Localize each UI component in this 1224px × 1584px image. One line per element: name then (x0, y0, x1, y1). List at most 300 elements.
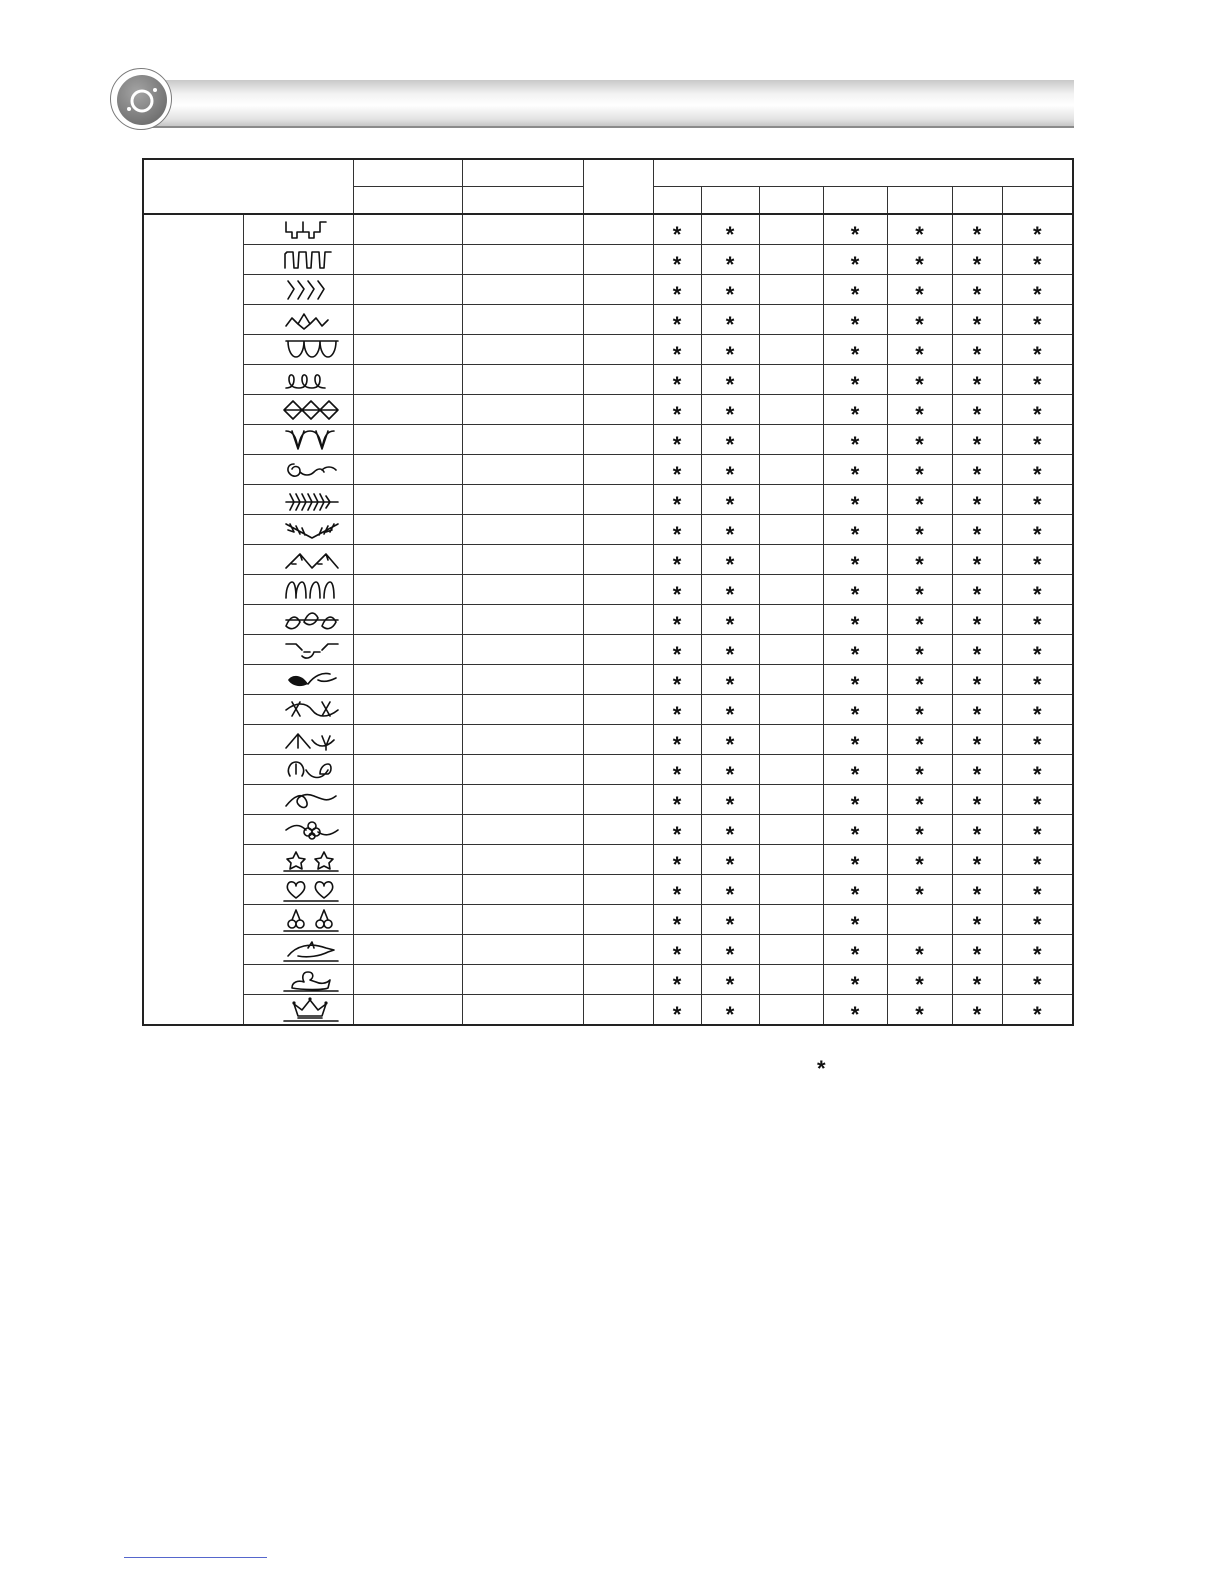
asterisk-mark: * (915, 551, 924, 577)
mark-cell (823, 875, 887, 905)
mark-cell (701, 395, 759, 425)
empty-cell (353, 605, 462, 635)
empty-cell (583, 875, 653, 905)
pattern-cell (243, 965, 353, 995)
pattern-cell (243, 725, 353, 755)
asterisk-mark: * (972, 521, 982, 547)
pattern-cell (243, 275, 353, 305)
mark-cell (952, 785, 1002, 815)
asterisk-mark: * (672, 881, 682, 907)
empty-cell (353, 515, 462, 545)
asterisk-mark: * (1032, 791, 1042, 817)
empty-cell (462, 365, 583, 395)
table-header-row-1 (143, 159, 1073, 187)
asterisk-mark: * (1032, 401, 1042, 427)
mark-cell (1002, 214, 1073, 245)
empty-cell (583, 575, 653, 605)
mark-cell (952, 245, 1002, 275)
asterisk-mark: * (672, 1001, 682, 1027)
mark-cell (653, 455, 701, 485)
mark-cell (952, 995, 1002, 1026)
mark-cell (701, 995, 759, 1026)
empty-cell (353, 935, 462, 965)
mark-cell (823, 245, 887, 275)
empty-cell (353, 875, 462, 905)
empty-cell (353, 305, 462, 335)
mark-cell (653, 635, 701, 665)
subheader-cell-6 (952, 187, 1002, 215)
mark-cell (823, 425, 887, 455)
pattern-cell (243, 785, 353, 815)
empty-cell (462, 545, 583, 575)
asterisk-mark: * (915, 341, 924, 367)
arrow-vine-pattern-icon (282, 726, 340, 753)
mark-cell (952, 275, 1002, 305)
empty-cell (583, 275, 653, 305)
asterisk-mark: * (915, 371, 924, 397)
mark-cell (701, 515, 759, 545)
asterisk-mark: * (1032, 671, 1042, 697)
empty-cell (462, 605, 583, 635)
mark-cell (823, 815, 887, 845)
table-row (143, 665, 1073, 695)
asterisk-mark: * (850, 881, 860, 907)
mark-cell (653, 425, 701, 455)
asterisk-mark: * (915, 221, 924, 247)
asterisk-mark: * (725, 821, 735, 847)
asterisk-mark: * (915, 611, 924, 637)
mark-cell (701, 335, 759, 365)
asterisk-mark: * (672, 701, 682, 727)
mark-cell (653, 995, 701, 1026)
mark-cell (701, 935, 759, 965)
mark-cell (823, 365, 887, 395)
asterisk-mark: * (850, 911, 860, 937)
mark-cell (887, 845, 952, 875)
mark-cell (653, 905, 701, 935)
asterisk-mark: * (972, 1001, 982, 1027)
empty-cell (353, 695, 462, 725)
asterisk-mark: * (972, 731, 982, 757)
mark-cell (701, 875, 759, 905)
square-wave-pattern-icon (282, 246, 340, 273)
asterisk-mark: * (972, 431, 982, 457)
pattern-cell (243, 935, 353, 965)
empty-cell (462, 875, 583, 905)
empty-cell (353, 455, 462, 485)
empty-cell (462, 275, 583, 305)
asterisk-mark: * (850, 731, 860, 757)
asterisk-mark: * (1032, 251, 1042, 277)
mark-cell (653, 785, 701, 815)
asterisk-mark: * (850, 491, 860, 517)
step-zigzag-pattern-icon (282, 216, 340, 243)
mark-cell (701, 725, 759, 755)
header-cell-b (462, 159, 583, 187)
table-row (143, 425, 1073, 455)
asterisk-mark: * (672, 251, 682, 277)
loop-pattern-icon (282, 366, 340, 393)
table-row (143, 214, 1073, 245)
flower-bud-pattern-icon (282, 756, 340, 783)
mark-cell (1002, 875, 1073, 905)
empty-cell (462, 755, 583, 785)
asterisk-mark: * (1032, 701, 1042, 727)
mark-cell (823, 935, 887, 965)
asterisk-mark: * (725, 791, 735, 817)
asterisk-mark: * (915, 1001, 924, 1027)
empty-cell (583, 635, 653, 665)
table-row (143, 845, 1073, 875)
asterisk-mark: * (915, 311, 924, 337)
asterisk-mark: * (915, 251, 924, 277)
asterisk-mark: * (850, 401, 860, 427)
table-row (143, 545, 1073, 575)
asterisk-mark: * (1032, 221, 1042, 247)
mark-cell (759, 365, 823, 395)
asterisk-mark: * (915, 851, 924, 877)
asterisk-mark: * (672, 491, 682, 517)
asterisk-mark: * (915, 671, 924, 697)
mark-cell (887, 575, 952, 605)
asterisk-mark: * (725, 311, 735, 337)
empty-cell (353, 995, 462, 1026)
empty-cell (462, 335, 583, 365)
mark-cell (887, 335, 952, 365)
subheader-cell-1 (653, 187, 701, 215)
asterisk-mark: * (672, 551, 682, 577)
mark-cell (823, 755, 887, 785)
mark-cell (887, 665, 952, 695)
pattern-cell (243, 485, 353, 515)
table-row (143, 365, 1073, 395)
asterisk-mark: * (972, 341, 982, 367)
legend-asterisk: * (817, 1056, 826, 1081)
mark-cell (952, 214, 1002, 245)
asterisk-mark: * (672, 641, 682, 667)
asterisk-mark: * (1032, 611, 1042, 637)
mark-cell (759, 214, 823, 245)
asterisk-mark: * (1032, 551, 1042, 577)
empty-cell (462, 245, 583, 275)
mark-cell (653, 275, 701, 305)
mark-cell (887, 455, 952, 485)
asterisk-mark: * (850, 761, 860, 787)
mark-cell (759, 275, 823, 305)
empty-cell (462, 635, 583, 665)
asterisk-mark: * (1032, 881, 1042, 907)
mark-cell (952, 545, 1002, 575)
asterisk-mark: * (672, 371, 682, 397)
mark-cell (887, 815, 952, 845)
scroll-pattern-icon (282, 456, 340, 483)
asterisk-mark: * (850, 371, 860, 397)
mark-cell (701, 425, 759, 455)
mark-cell (823, 305, 887, 335)
empty-cell (353, 395, 462, 425)
mark-cell (701, 485, 759, 515)
mark-cell (759, 755, 823, 785)
pattern-cell (243, 755, 353, 785)
mark-cell (887, 635, 952, 665)
mark-cell (653, 725, 701, 755)
empty-cell (462, 995, 583, 1026)
asterisk-mark: * (725, 641, 735, 667)
asterisk-mark: * (672, 611, 682, 637)
empty-cell (583, 515, 653, 545)
mark-cell (1002, 575, 1073, 605)
asterisk-mark: * (1032, 641, 1042, 667)
mark-cell (952, 485, 1002, 515)
mark-cell (887, 395, 952, 425)
empty-cell (462, 815, 583, 845)
mark-cell (952, 515, 1002, 545)
pattern-cell (243, 455, 353, 485)
flower-vine-pattern-icon (282, 816, 340, 843)
table-row (143, 305, 1073, 335)
chevron-pattern-icon (282, 276, 340, 303)
bow-vine-pattern-icon (282, 696, 340, 723)
asterisk-mark: * (915, 491, 924, 517)
mark-cell (952, 815, 1002, 845)
empty-cell (462, 455, 583, 485)
empty-cell (462, 425, 583, 455)
empty-cell (462, 725, 583, 755)
mark-cell (1002, 635, 1073, 665)
leaf-chain-pattern-icon (282, 606, 340, 633)
mark-cell (1002, 305, 1073, 335)
asterisk-mark: * (725, 431, 735, 457)
asterisk-mark: * (672, 731, 682, 757)
mark-cell (823, 785, 887, 815)
asterisk-mark: * (915, 791, 924, 817)
section-header-banner (110, 68, 1074, 132)
empty-cell (353, 815, 462, 845)
mark-cell (823, 275, 887, 305)
asterisk-mark: * (725, 371, 735, 397)
mark-cell (653, 815, 701, 845)
asterisk-mark: * (972, 911, 982, 937)
mark-cell (653, 245, 701, 275)
feather-pattern-icon (282, 486, 340, 513)
empty-cell (353, 425, 462, 455)
mark-cell (887, 425, 952, 455)
mark-cell (653, 395, 701, 425)
empty-cell (353, 635, 462, 665)
asterisk-mark: * (972, 251, 982, 277)
asterisk-mark: * (915, 881, 924, 907)
table-row (143, 275, 1073, 305)
table-row (143, 935, 1073, 965)
star-pattern-icon (282, 846, 340, 873)
asterisk-mark: * (972, 791, 982, 817)
mark-cell (823, 515, 887, 545)
empty-cell (583, 905, 653, 935)
mark-cell (952, 695, 1002, 725)
mark-cell (1002, 485, 1073, 515)
mark-cell (952, 575, 1002, 605)
subheader-cell-a (353, 187, 462, 215)
mark-cell (823, 725, 887, 755)
mark-cell (1002, 605, 1073, 635)
mark-cell (701, 845, 759, 875)
asterisk-mark: * (850, 611, 860, 637)
mark-cell (887, 905, 952, 935)
mark-cell (653, 695, 701, 725)
mark-cell (887, 515, 952, 545)
asterisk-mark: * (1032, 821, 1042, 847)
empty-cell (462, 785, 583, 815)
mark-cell (1002, 335, 1073, 365)
asterisk-mark: * (1032, 341, 1042, 367)
mark-cell (701, 605, 759, 635)
asterisk-mark: * (1032, 521, 1042, 547)
asterisk-mark: * (725, 281, 735, 307)
mark-cell (887, 995, 952, 1026)
mark-cell (1002, 275, 1073, 305)
mark-cell (701, 245, 759, 275)
mark-cell (759, 935, 823, 965)
header-cell-group (653, 159, 1073, 187)
empty-cell (462, 665, 583, 695)
mark-cell (759, 245, 823, 275)
asterisk-mark: * (972, 701, 982, 727)
mark-cell (823, 455, 887, 485)
empty-cell (462, 515, 583, 545)
mark-cell (653, 965, 701, 995)
sewing-machine-icon (117, 75, 167, 125)
mark-cell (759, 875, 823, 905)
empty-cell (583, 365, 653, 395)
mark-cell (701, 305, 759, 335)
asterisk-mark: * (672, 821, 682, 847)
mark-cell (1002, 815, 1073, 845)
asterisk-mark: * (850, 521, 860, 547)
mark-cell (653, 335, 701, 365)
empty-cell (583, 395, 653, 425)
header-cell-c (583, 159, 653, 214)
empty-cell (353, 785, 462, 815)
empty-cell (583, 995, 653, 1026)
mark-cell (759, 455, 823, 485)
empty-cell (583, 665, 653, 695)
pattern-cell (243, 365, 353, 395)
mark-cell (759, 635, 823, 665)
empty-cell (353, 275, 462, 305)
asterisk-mark: * (672, 521, 682, 547)
mark-cell (701, 365, 759, 395)
mark-cell (653, 755, 701, 785)
pattern-cell (243, 515, 353, 545)
mark-cell (701, 575, 759, 605)
empty-cell (583, 245, 653, 275)
empty-cell (583, 335, 653, 365)
mark-cell (759, 335, 823, 365)
pattern-cell (243, 575, 353, 605)
mark-cell (701, 275, 759, 305)
asterisk-mark: * (972, 281, 982, 307)
asterisk-mark: * (725, 401, 735, 427)
mark-cell (759, 575, 823, 605)
asterisk-mark: * (725, 221, 735, 247)
asterisk-mark: * (672, 761, 682, 787)
mark-cell (823, 965, 887, 995)
asterisk-mark: * (672, 461, 682, 487)
table-row (143, 515, 1073, 545)
mark-cell (823, 214, 887, 245)
asterisk-mark: * (972, 611, 982, 637)
mark-cell (653, 485, 701, 515)
mark-cell (759, 395, 823, 425)
empty-cell (462, 845, 583, 875)
asterisk-mark: * (672, 401, 682, 427)
mark-cell (887, 695, 952, 725)
mark-cell (952, 395, 1002, 425)
mark-cell (759, 485, 823, 515)
mark-cell (1002, 695, 1073, 725)
empty-cell (353, 905, 462, 935)
empty-cell (462, 485, 583, 515)
mark-cell (887, 725, 952, 755)
empty-cell (353, 335, 462, 365)
table-row (143, 995, 1073, 1026)
asterisk-mark: * (672, 851, 682, 877)
asterisk-mark: * (1032, 431, 1042, 457)
asterisk-mark: * (725, 911, 735, 937)
asterisk-mark: * (850, 1001, 860, 1027)
asterisk-mark: * (972, 371, 982, 397)
mark-cell (823, 845, 887, 875)
mark-cell (759, 605, 823, 635)
mark-cell (887, 275, 952, 305)
mark-cell (653, 605, 701, 635)
subheader-cell-b (462, 187, 583, 215)
asterisk-mark: * (972, 671, 982, 697)
empty-cell (583, 965, 653, 995)
asterisk-mark: * (725, 851, 735, 877)
crown-pattern-icon (282, 996, 340, 1023)
mark-cell (1002, 455, 1073, 485)
table-row (143, 605, 1073, 635)
asterisk-mark: * (725, 491, 735, 517)
asterisk-mark: * (1032, 761, 1042, 787)
asterisk-mark: * (725, 251, 735, 277)
table-row (143, 455, 1073, 485)
mark-cell (1002, 845, 1073, 875)
empty-cell (462, 695, 583, 725)
table-row (143, 965, 1073, 995)
diamond-chain-pattern-icon (282, 396, 340, 423)
mark-cell (1002, 665, 1073, 695)
header-badge (110, 68, 172, 130)
mark-cell (823, 605, 887, 635)
mark-cell (653, 845, 701, 875)
asterisk-mark: * (1032, 911, 1042, 937)
mark-cell (701, 635, 759, 665)
empty-cell (462, 395, 583, 425)
mark-cell (952, 365, 1002, 395)
empty-cell (583, 485, 653, 515)
mark-cell (701, 905, 759, 935)
empty-cell (353, 845, 462, 875)
empty-cell (462, 905, 583, 935)
asterisk-mark: * (1032, 491, 1042, 517)
footer-rule (124, 1557, 267, 1558)
mark-cell (952, 425, 1002, 455)
mark-cell (887, 935, 952, 965)
asterisk-mark: * (915, 971, 924, 997)
asterisk-mark: * (972, 311, 982, 337)
